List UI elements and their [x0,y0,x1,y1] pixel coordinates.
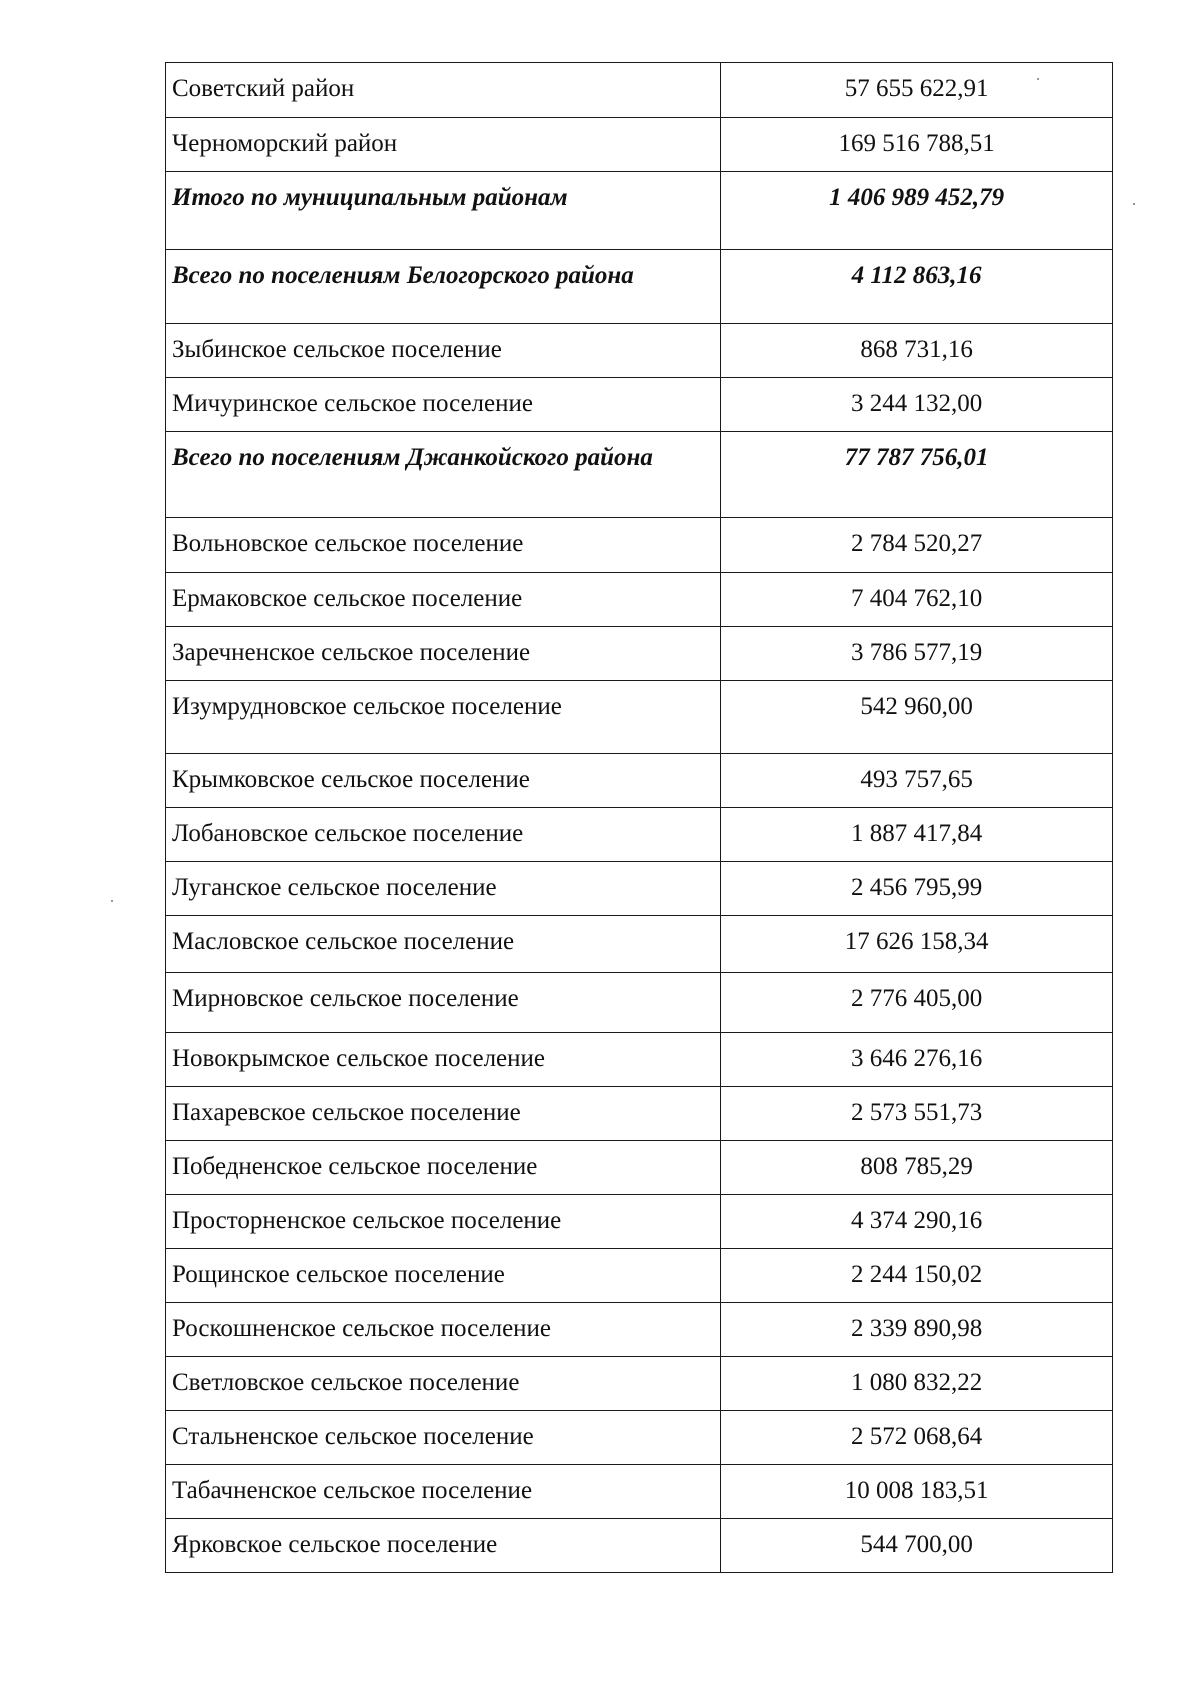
table-row [166,916,1113,973]
settlement-name-cell: Мирновское сельское поселение [166,973,721,1033]
settlement-name-cell: Рощинское сельское поселение [166,1249,721,1303]
table-row [166,1195,1113,1249]
table-row [166,518,1113,573]
table-row [166,681,1113,754]
settlement-name-cell: Всего по поселениям Белогорского района [166,250,721,324]
settlement-name-cell: Луганское сельское поселение [166,862,721,916]
settlement-name-cell: Пахаревское сельское поселение [166,1087,721,1141]
amount-cell: 542 960,00 [721,681,1113,754]
budget-table-body [166,63,1113,1573]
settlement-name-cell: Просторненское сельское поселение [166,1195,721,1249]
amount-cell: 2 572 068,64 [721,1411,1113,1465]
settlement-name-cell: Масловское сельское поселение [166,916,721,973]
settlement-name-cell: Лобановское сельское поселение [166,808,721,862]
amount-cell: 1 887 417,84 [721,808,1113,862]
settlement-name-cell: Ермаковское сельское поселение [166,573,721,627]
table-row [166,573,1113,627]
table-row [166,378,1113,432]
settlement-name-cell: Ярковское сельское поселение [166,1519,721,1573]
amount-cell: 3 244 132,00 [721,378,1113,432]
table-row [166,808,1113,862]
amount-cell: 2 784 520,27 [721,518,1113,573]
table-row [166,754,1113,808]
amount-cell: 17 626 158,34 [721,916,1113,973]
settlement-name-cell: Мичуринское сельское поселение [166,378,721,432]
amount-cell: 7 404 762,10 [721,573,1113,627]
table-row [166,1519,1113,1573]
table-row [166,118,1113,172]
settlement-name-cell: Крымковское сельское поселение [166,754,721,808]
table-row [166,973,1113,1033]
amount-cell: 1 080 832,22 [721,1357,1113,1411]
table-row [166,1357,1113,1411]
settlement-name-cell: Заречненское сельское поселение [166,627,721,681]
table-row [166,1087,1113,1141]
amount-cell: 57 655 622,91 [721,63,1113,118]
amount-cell: 493 757,65 [721,754,1113,808]
table-row [166,1249,1113,1303]
table-row [166,627,1113,681]
summary-row [166,250,1113,324]
scan-speck [1133,203,1135,205]
settlement-name-cell: Советский район [166,63,721,118]
summary-row [166,172,1113,250]
table-row [166,862,1113,916]
settlement-name-cell: Светловское сельское поселение [166,1357,721,1411]
amount-cell: 1 406 989 452,79 [721,172,1113,250]
settlement-name-cell: Черноморский район [166,118,721,172]
amount-cell: 4 374 290,16 [721,1195,1113,1249]
budget-table [165,62,1113,1573]
amount-cell: 2 456 795,99 [721,862,1113,916]
amount-cell: 2 339 890,98 [721,1303,1113,1357]
amount-cell: 2 573 551,73 [721,1087,1113,1141]
amount-cell: 169 516 788,51 [721,118,1113,172]
amount-cell: 3 786 577,19 [721,627,1113,681]
settlement-name-cell: Всего по поселениям Джанкойского района [166,432,721,518]
table-row [166,1033,1113,1087]
settlement-name-cell: Вольновское сельское поселение [166,518,721,573]
settlement-name-cell: Роскошненское сельское поселение [166,1303,721,1357]
settlement-name-cell: Победненское сельское поселение [166,1141,721,1195]
settlement-name-cell: Изумрудновское сельское поселение [166,681,721,754]
settlement-name-cell: Итого по муниципальным районам [166,172,721,250]
table-row [166,1303,1113,1357]
settlement-name-cell: Зыбинское сельское поселение [166,324,721,378]
settlement-name-cell: Стальненское сельское поселение [166,1411,721,1465]
amount-cell: 77 787 756,01 [721,432,1113,518]
table-row [166,1411,1113,1465]
amount-cell: 4 112 863,16 [721,250,1113,324]
amount-cell: 868 731,16 [721,324,1113,378]
amount-cell: 808 785,29 [721,1141,1113,1195]
amount-cell: 10 008 183,51 [721,1465,1113,1519]
table-row [166,1141,1113,1195]
settlement-name-cell: Табачненское сельское поселение [166,1465,721,1519]
settlement-name-cell: Новокрымское сельское поселение [166,1033,721,1087]
table-row [166,1465,1113,1519]
amount-cell: 3 646 276,16 [721,1033,1113,1087]
amount-cell: 2 776 405,00 [721,973,1113,1033]
table-row [166,324,1113,378]
amount-cell: 2 244 150,02 [721,1249,1113,1303]
scan-speck [1037,78,1039,80]
amount-cell: 544 700,00 [721,1519,1113,1573]
summary-row [166,432,1113,518]
table-row [166,63,1113,118]
scan-speck [111,900,113,902]
